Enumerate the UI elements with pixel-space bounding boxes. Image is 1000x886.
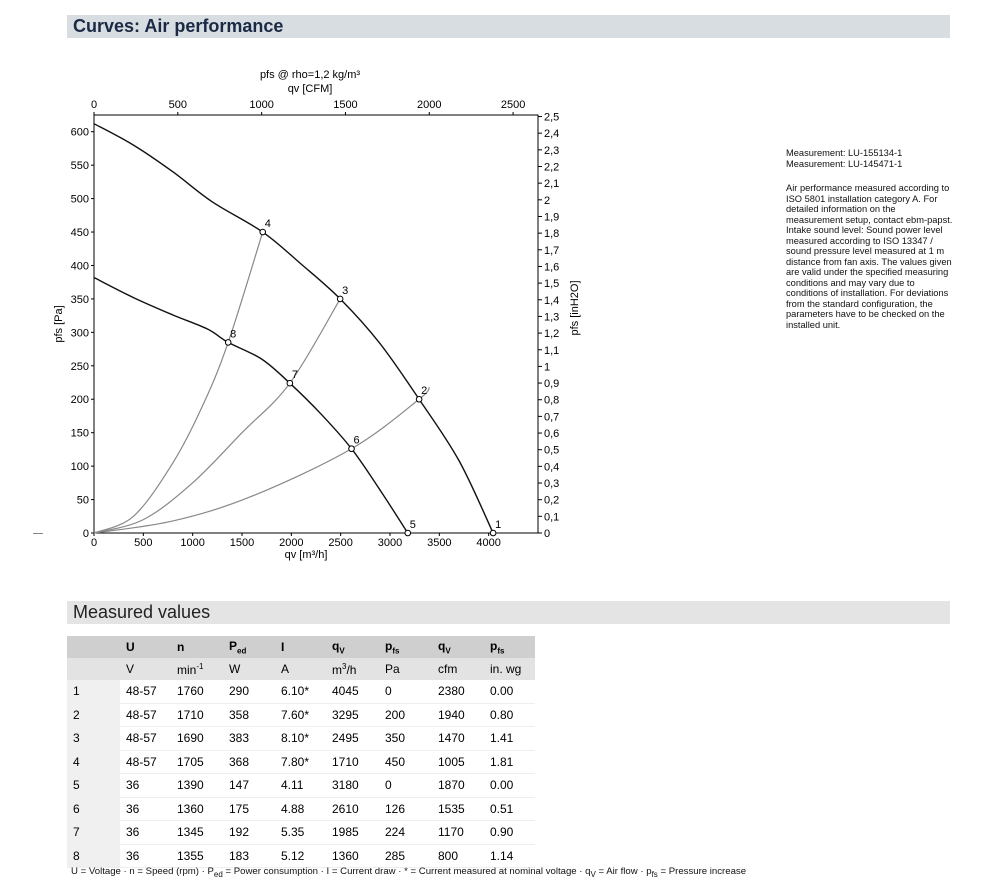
series-system-curve-4-8 bbox=[94, 232, 263, 533]
table-cell: 358 bbox=[223, 704, 275, 728]
unit-text: W bbox=[229, 662, 241, 676]
plot-frame bbox=[94, 115, 538, 533]
table-cell: 2610 bbox=[326, 798, 379, 822]
curves-section-title: Curves: Air performance bbox=[73, 16, 284, 36]
table-cell: 1360 bbox=[326, 845, 379, 869]
table-cell: 1690 bbox=[171, 727, 223, 751]
table-cell: 2 bbox=[67, 704, 120, 728]
table-legend: U = Voltage · n = Speed $(rpm) \cdot P_{ed}$ = Power consumption · I = Current draw · * = Current measured at nominal voltage · $q_V$ = Air flow · $p_{fs}$ = Pressure increase bbox=[71, 866, 747, 879]
header-cell bbox=[379, 636, 432, 658]
y2-tick-label: 1,3 bbox=[544, 311, 560, 324]
table-cell: 183 bbox=[223, 845, 275, 869]
y-axis-label: pfs [Pa] bbox=[53, 305, 65, 343]
table-cell: 4 bbox=[67, 751, 120, 775]
y2-tick-label: 1,4 bbox=[544, 294, 560, 307]
unit-text: in. wg bbox=[490, 662, 522, 676]
header-symbol: n bbox=[177, 640, 185, 654]
table-cell: 1355 bbox=[171, 845, 223, 869]
unit-cell bbox=[484, 658, 535, 680]
table-cell: 0.90 bbox=[484, 821, 535, 845]
table-cell: 48-57 bbox=[120, 704, 171, 728]
unit-text: min bbox=[177, 662, 197, 677]
table-row bbox=[67, 821, 535, 845]
operating-point-label: 3 bbox=[342, 284, 349, 297]
table-cell: 3 bbox=[67, 727, 120, 751]
x-tick-label: 3000 bbox=[377, 537, 403, 549]
y-tick-label: 500 bbox=[70, 193, 89, 206]
unit-text: A bbox=[281, 662, 290, 676]
header-symbol: U bbox=[126, 640, 135, 654]
table-cell: 290 bbox=[223, 680, 275, 704]
table-cell: 3295 bbox=[326, 704, 379, 728]
x-tick-label: 2000 bbox=[279, 537, 304, 549]
unit-text: cfm bbox=[438, 662, 458, 676]
table-cell: 7.60* bbox=[275, 704, 326, 728]
table-row bbox=[67, 798, 535, 822]
measured-section-title: Measured values bbox=[73, 602, 211, 622]
y2-tick-label: 1,6 bbox=[544, 261, 560, 274]
operating-point-4 bbox=[260, 229, 266, 235]
y2-tick-label: 1,5 bbox=[544, 278, 560, 291]
table-cell: 1985 bbox=[326, 821, 379, 845]
table-cell: 1390 bbox=[171, 774, 223, 798]
operating-point-1 bbox=[490, 530, 496, 536]
table-cell: 1005 bbox=[432, 751, 484, 775]
x-tick-label: 1000 bbox=[180, 537, 205, 549]
header-subscript: fs bbox=[497, 646, 505, 656]
table-cell: 2380 bbox=[432, 680, 484, 704]
unit-superscript: 3 bbox=[342, 661, 347, 671]
operating-point-6 bbox=[349, 446, 355, 452]
unit-cell bbox=[223, 658, 275, 680]
x-tick-label: 0 bbox=[90, 537, 98, 549]
header-cell bbox=[432, 636, 484, 658]
unit-text: V bbox=[126, 662, 135, 676]
table-cell: 8 bbox=[67, 845, 120, 869]
y2-axis-label: pfs [inH2O] bbox=[569, 280, 581, 336]
header-subscript: fs bbox=[392, 646, 400, 656]
y2-tick-label: 1,2 bbox=[544, 328, 560, 341]
header-cell bbox=[326, 636, 379, 658]
operating-point-label: 6 bbox=[353, 434, 360, 447]
table-cell: 4.88 bbox=[275, 798, 326, 822]
measurement-id-1: Measurement: LU-155134-1 bbox=[786, 148, 903, 158]
y-tick-label: 300 bbox=[70, 327, 89, 340]
y-tick-label: 550 bbox=[70, 160, 89, 173]
table-cell: 1470 bbox=[432, 727, 484, 751]
operating-point-2 bbox=[416, 396, 422, 402]
table-cell: 5 bbox=[67, 774, 120, 798]
y2-tick-label: 2,2 bbox=[544, 161, 560, 174]
table-cell: 1710 bbox=[326, 751, 379, 775]
header-symbol: p bbox=[490, 638, 498, 653]
y2-tick-label: 0,9 bbox=[544, 378, 560, 391]
unit-cell bbox=[326, 658, 379, 680]
y2-tick-label: 0,3 bbox=[544, 478, 560, 491]
table-cell: 175 bbox=[223, 798, 275, 822]
y2-tick-label: 2,4 bbox=[544, 128, 560, 141]
unit-superscript: -1 bbox=[196, 661, 204, 671]
table-cell: 48-57 bbox=[120, 680, 171, 704]
table-cell: 7.80* bbox=[275, 751, 326, 775]
table-row bbox=[67, 845, 535, 869]
unit-cell bbox=[379, 658, 432, 680]
y2-tick-label: 0,4 bbox=[544, 461, 560, 474]
table-cell: 8.10* bbox=[275, 727, 326, 751]
operating-point-5 bbox=[405, 530, 411, 536]
y-tick-label: 400 bbox=[70, 260, 89, 273]
unit-tail: /h bbox=[346, 662, 357, 677]
y-tick-label: 450 bbox=[70, 227, 89, 240]
x2-tick-label: 1500 bbox=[333, 99, 358, 111]
x-tick-label: 4000 bbox=[476, 537, 501, 549]
y2-tick-label: 1,7 bbox=[544, 244, 560, 257]
table-cell: 368 bbox=[223, 751, 275, 775]
measurement-id-2: Measurement: LU-145471-1 bbox=[786, 158, 903, 169]
operating-point-label: 7 bbox=[291, 369, 298, 382]
table-cell: 2495 bbox=[326, 727, 379, 751]
table-cell: 1345 bbox=[171, 821, 223, 845]
table-cell: 0.51 bbox=[484, 798, 535, 822]
operating-point-7 bbox=[287, 380, 293, 386]
table-cell: 350 bbox=[379, 727, 432, 751]
table-row bbox=[67, 727, 535, 751]
table-cell: 0 bbox=[379, 680, 432, 704]
y-tick-label: 200 bbox=[70, 394, 89, 407]
table-cell: 1170 bbox=[432, 821, 484, 845]
operating-point-label: 8 bbox=[230, 328, 237, 341]
x2-tick-label: 1000 bbox=[249, 99, 274, 111]
table-cell: 383 bbox=[223, 727, 275, 751]
table-cell: 5.35 bbox=[275, 821, 326, 845]
series-system-curve-3-7 bbox=[94, 299, 340, 533]
measured-section-header bbox=[67, 601, 950, 624]
y2-tick-label: 0,7 bbox=[544, 411, 560, 424]
table-cell: 36 bbox=[120, 845, 171, 869]
table-cell: 5.12 bbox=[275, 845, 326, 869]
x2-tick-label: 2000 bbox=[417, 99, 442, 111]
y-tick-label: 0 bbox=[82, 528, 89, 540]
y-tick-label: 600 bbox=[70, 126, 89, 139]
table-cell: 3180 bbox=[326, 774, 379, 798]
y2-tick-label: 0 bbox=[544, 528, 551, 540]
header-cell bbox=[67, 636, 120, 658]
y2-tick-label: 1 bbox=[544, 361, 551, 374]
header-symbol: I bbox=[281, 640, 285, 654]
table-row bbox=[67, 704, 535, 728]
table-cell: 200 bbox=[379, 704, 432, 728]
operating-point-label: 1 bbox=[495, 519, 502, 531]
y2-tick-label: 1,9 bbox=[544, 211, 560, 224]
table-cell: 1710 bbox=[171, 704, 223, 728]
table-cell: 800 bbox=[432, 845, 484, 869]
y2-tick-label: 0,2 bbox=[544, 494, 560, 507]
header-symbol: p bbox=[385, 638, 393, 653]
margin-mark bbox=[33, 533, 43, 534]
x-tick-label: 500 bbox=[134, 537, 153, 549]
chart-title: pfs @ rho=1,2 kg/m³ bbox=[259, 69, 361, 81]
table-cell: 126 bbox=[379, 798, 432, 822]
table-cell: 4045 bbox=[326, 680, 379, 704]
y-tick-label: 50 bbox=[76, 494, 89, 507]
y2-tick-label: 0,1 bbox=[544, 511, 560, 524]
unit-cell bbox=[67, 658, 120, 680]
y-tick-label: 250 bbox=[70, 360, 89, 373]
header-cell bbox=[484, 636, 535, 658]
table-cell: 0.00 bbox=[484, 774, 535, 798]
table-cell: 48-57 bbox=[120, 751, 171, 775]
y2-tick-label: 2,5 bbox=[544, 111, 560, 124]
table-header-row bbox=[67, 636, 535, 658]
table-cell: 6 bbox=[67, 798, 120, 822]
table-cell: 1535 bbox=[432, 798, 484, 822]
x-tick-label: 1500 bbox=[229, 537, 255, 549]
operating-point-8 bbox=[225, 340, 231, 346]
y2-tick-label: 0,5 bbox=[544, 444, 560, 457]
table-cell: 147 bbox=[223, 774, 275, 798]
y-tick-label: 100 bbox=[70, 461, 89, 474]
operating-point-label: 5 bbox=[409, 519, 416, 531]
x-tick-label: 3500 bbox=[427, 537, 452, 549]
y2-tick-label: 2,1 bbox=[544, 178, 560, 191]
table-cell: 1360 bbox=[171, 798, 223, 822]
y2-tick-label: 0,8 bbox=[544, 394, 560, 407]
header-symbol: P bbox=[229, 638, 238, 653]
table-cell: 1870 bbox=[432, 774, 484, 798]
x2-tick-label: 0 bbox=[90, 99, 98, 111]
table-cell: 192 bbox=[223, 821, 275, 845]
header-cell bbox=[275, 636, 326, 658]
y-tick-label: 350 bbox=[70, 293, 89, 306]
table-cell: 4.11 bbox=[275, 774, 326, 798]
header-symbol: q bbox=[332, 638, 340, 653]
table-cell: 1.41 bbox=[484, 727, 535, 751]
table-cell: 1940 bbox=[432, 704, 484, 728]
table-row bbox=[67, 751, 535, 775]
series-system-curve-2-6 bbox=[94, 387, 429, 533]
header-subscript: ed bbox=[237, 646, 247, 656]
unit-cell bbox=[171, 658, 223, 680]
x-tick-label: 2500 bbox=[328, 537, 353, 549]
header-symbol: q bbox=[438, 638, 446, 653]
x-axis-label: qv [m³/h] bbox=[284, 549, 328, 561]
header-subscript: V bbox=[445, 646, 451, 656]
table-cell: 48-57 bbox=[120, 727, 171, 751]
table-cell: 36 bbox=[120, 821, 171, 845]
table-row bbox=[67, 680, 535, 704]
operating-point-label: 4 bbox=[264, 218, 271, 231]
table-cell: 1.81 bbox=[484, 751, 535, 775]
y2-tick-label: 1,1 bbox=[544, 344, 560, 357]
table-cell: 1705 bbox=[171, 751, 223, 775]
series-low-speed bbox=[94, 278, 408, 533]
table-cell: 1760 bbox=[171, 680, 223, 704]
table-unit-row bbox=[67, 658, 535, 680]
unit-cell bbox=[120, 658, 171, 680]
table-cell: 450 bbox=[379, 751, 432, 775]
measurement-ids bbox=[786, 148, 954, 169]
x2-tick-label: 2500 bbox=[500, 99, 526, 111]
table-cell: 36 bbox=[120, 798, 171, 822]
table-cell: 0.80 bbox=[484, 704, 535, 728]
table-cell: 7 bbox=[67, 821, 120, 845]
table-cell: 1.14 bbox=[484, 845, 535, 869]
header-cell bbox=[223, 636, 275, 658]
y2-tick-label: 1,8 bbox=[544, 228, 560, 241]
unit-text: Pa bbox=[385, 662, 400, 676]
header-cell bbox=[120, 636, 171, 658]
x2-tick-label: 500 bbox=[168, 99, 187, 111]
series-high-speed bbox=[94, 124, 493, 533]
table-cell: 0.00 bbox=[484, 680, 535, 704]
table-cell: 0 bbox=[379, 774, 432, 798]
header-subscript: V bbox=[339, 646, 345, 656]
unit-cell bbox=[275, 658, 326, 680]
operating-point-3 bbox=[337, 296, 343, 302]
table-cell: 224 bbox=[379, 821, 432, 845]
x2-axis-label: qv [CFM] bbox=[287, 83, 333, 95]
unit-cell bbox=[432, 658, 484, 680]
table-cell: 285 bbox=[379, 845, 432, 869]
y2-tick-label: 2,3 bbox=[544, 144, 560, 157]
header-cell bbox=[171, 636, 223, 658]
table-cell: 1 bbox=[67, 680, 120, 704]
table-row bbox=[67, 774, 535, 798]
table-cell: 6.10* bbox=[275, 680, 326, 704]
y-tick-label: 150 bbox=[70, 427, 89, 440]
y2-tick-label: 2 bbox=[544, 194, 551, 207]
table-cell: 36 bbox=[120, 774, 171, 798]
y2-tick-label: 0,6 bbox=[544, 428, 560, 441]
measurement-description: Air performance measured according to ISO 5801 installation category A. For detailed information on the measurement setup, contact ebm-papst. Intake sound level: Sound power level measured according to ISO 13347 / sound pressure level measured at 1 m distance from fan axis. The values given are valid under the specified measuring conditions and may vary due to conditions of installation. For deviations from the standard configuration, the parameters have to be checked on the installed unit. bbox=[786, 183, 953, 330]
operating-point-label: 2 bbox=[421, 385, 428, 398]
unit-text: m bbox=[332, 662, 342, 677]
measured-values-table bbox=[67, 636, 535, 868]
